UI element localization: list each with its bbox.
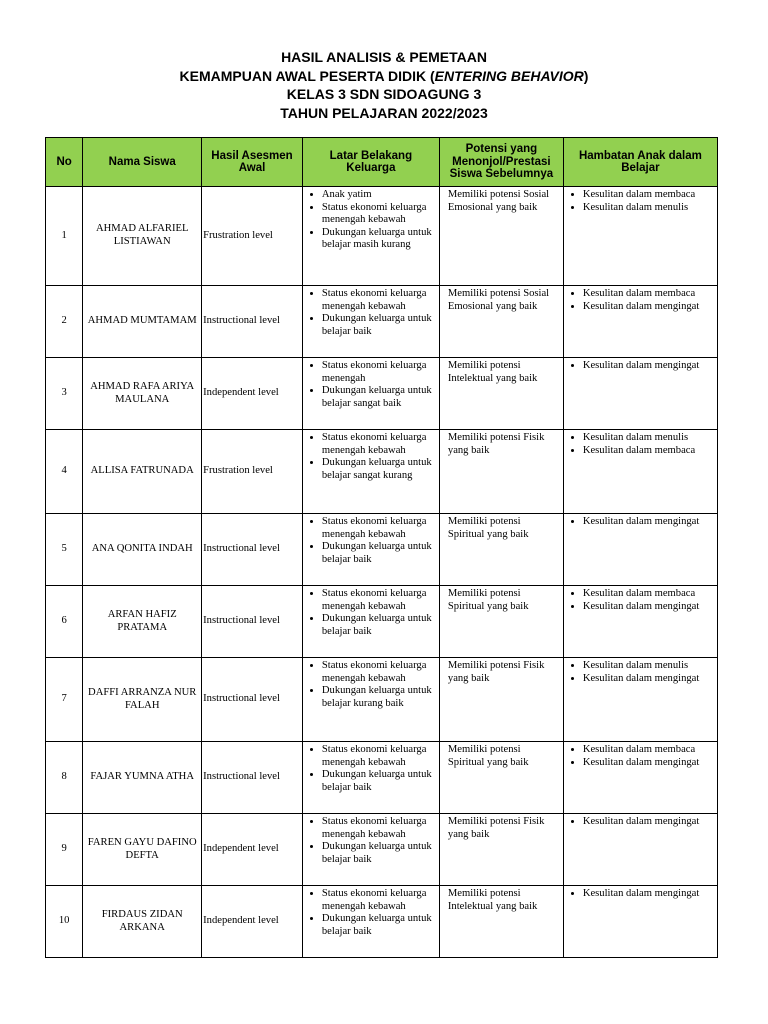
assessment-result: Instructional level [202,742,303,814]
row-number: 8 [46,742,83,814]
assessment-result: Independent level [202,886,303,958]
family-background-list [305,516,437,566]
row-number: 9 [46,814,83,886]
family-background-item: • Status ekonomi keluarga menengah kebawah [322,660,437,685]
student-name: AHMAD RAFA ARIYA MAULANA [83,358,202,430]
learning-obstacle-item: • Kesulitan dalam menulis [583,202,715,215]
header-potensi: Potensi yang Menonjol/Prestasi Siswa Sebelumnya [439,138,563,187]
family-background-item: • Dukungan keluarga untuk belajar sangat kurang [322,457,437,482]
table-header-row [46,138,718,187]
learning-obstacles [563,742,717,814]
table-row [46,658,718,742]
learning-obstacles [563,430,717,514]
student-name: ANA QONITA INDAH [83,514,202,586]
family-background-item: • Status ekonomi keluarga menengah kebawah [322,888,437,913]
assessment-result: Independent level [202,358,303,430]
family-background [302,430,439,514]
header-no: No [46,138,83,187]
family-background-item: • Anak yatim [322,189,437,202]
table-row [46,430,718,514]
family-background-item: • Dukungan keluarga untuk belajar kurang baik [322,685,437,710]
learning-obstacles-list [566,588,715,613]
table-row [46,358,718,430]
learning-obstacle-item: • Kesulitan dalam mengingat [583,888,715,901]
learning-obstacles-list [566,660,715,685]
learning-obstacles-list [566,360,715,373]
student-name: FIRDAUS ZIDAN ARKANA [83,886,202,958]
table-row [46,586,718,658]
family-background-item: • Status ekonomi keluarga menengah kebawah [322,816,437,841]
learning-obstacle-item: • Kesulitan dalam membaca [583,445,715,458]
family-background-item: • Status ekonomi keluarga menengah kebawah [322,516,437,541]
family-background-list [305,816,437,866]
family-background-item: • Dukungan keluarga untuk belajar baik [322,313,437,338]
learning-obstacles-list [566,288,715,313]
learning-obstacle-item: • Kesulitan dalam mengingat [583,516,715,529]
learning-obstacles [563,187,717,286]
assessment-result: Frustration level [202,187,303,286]
family-background [302,658,439,742]
student-potential: Memiliki potensi Spiritual yang baik [439,514,563,586]
family-background-item: • Dukungan keluarga untuk belajar masih kurang [322,227,437,252]
row-number: 4 [46,430,83,514]
student-name: ARFAN HAFIZ PRATAMA [83,586,202,658]
learning-obstacle-item: • Kesulitan dalam membaca [583,744,715,757]
student-potential: Memiliki potensi Fisik yang baik [439,430,563,514]
family-background-list [305,360,437,410]
learning-obstacles [563,286,717,358]
student-name: ALLISA FATRUNADA [83,430,202,514]
learning-obstacle-item: • Kesulitan dalam mengingat [583,360,715,373]
family-background-list [305,189,437,252]
learning-obstacle-item: • Kesulitan dalam menulis [583,432,715,445]
family-background [302,358,439,430]
row-number: 2 [46,286,83,358]
learning-obstacle-item: • Kesulitan dalam membaca [583,288,715,301]
assessment-result: Instructional level [202,514,303,586]
family-background [302,886,439,958]
family-background-item: • Status ekonomi keluarga menengah kebawah [322,288,437,313]
learning-obstacle-item: • Kesulitan dalam mengingat [583,673,715,686]
learning-obstacle-item: • Kesulitan dalam mengingat [583,757,715,770]
family-background [302,187,439,286]
table-body [46,187,718,958]
title-line-1: HASIL ANALISIS & PEMETAAN [281,49,487,65]
family-background-list [305,744,437,794]
title-line-2 [0,67,768,86]
assessment-result: Instructional level [202,286,303,358]
header-hambatan: Hambatan Anak dalam Belajar [563,138,717,187]
family-background [302,814,439,886]
family-background-list [305,588,437,638]
table-row [46,742,718,814]
family-background-item: • Dukungan keluarga untuk belajar baik [322,769,437,794]
learning-obstacle-item: • Kesulitan dalam mengingat [583,601,715,614]
learning-obstacle-item: • Kesulitan dalam membaca [583,588,715,601]
row-number: 6 [46,586,83,658]
family-background [302,586,439,658]
family-background-item: • Status ekonomi keluarga menengah kebawah [322,432,437,457]
table-row [46,514,718,586]
learning-obstacle-item: • Kesulitan dalam membaca [583,189,715,202]
row-number: 5 [46,514,83,586]
title-line-2-pre: KEMAMPUAN AWAL PESERTA DIDIK ( [179,67,435,84]
student-name: FAJAR YUMNA ATHA [83,742,202,814]
learning-obstacles-list [566,189,715,214]
row-number: 7 [46,658,83,742]
family-background-list [305,288,437,338]
assessment-result: Independent level [202,814,303,886]
title-line-4: TAHUN PELAJARAN 2022/2023 [280,104,488,121]
family-background-list [305,432,437,482]
family-background-item: • Dukungan keluarga untuk belajar baik [322,541,437,566]
learning-obstacle-item: • Kesulitan dalam mengingat [583,301,715,314]
learning-obstacles [563,586,717,658]
student-potential: Memiliki potensi Sosial Emosional yang baik [439,286,563,358]
student-potential: Memiliki potensi Fisik yang baik [439,658,563,742]
learning-obstacles-list [566,816,715,829]
learning-obstacles-list [566,888,715,901]
header-hasil-asesmen: Hasil Asesmen Awal [202,138,303,187]
family-background-item: • Status ekonomi keluarga menengah kebawah [322,202,437,227]
header-latar-belakang: Latar Belakang Keluarga [302,138,439,187]
student-potential: Memiliki potensi Intelektual yang baik [439,886,563,958]
assessment-result: Instructional level [202,586,303,658]
learning-obstacles [563,658,717,742]
family-background [302,514,439,586]
family-background-item: • Dukungan keluarga untuk belajar baik [322,913,437,938]
learning-obstacles [563,514,717,586]
family-background-item: • Dukungan keluarga untuk belajar baik [322,841,437,866]
title-line-3: KELAS 3 SDN SIDOAGUNG 3 [286,86,482,102]
learning-obstacles-list [566,516,715,529]
table-row [46,187,718,286]
family-background-item: • Dukungan keluarga untuk belajar baik [322,613,437,638]
title-line-2-post: ) [583,67,589,84]
learning-obstacle-item: • Kesulitan dalam mengingat [583,816,715,829]
document-title [0,48,768,122]
learning-obstacles-list [566,744,715,769]
student-potential: Memiliki potensi Sosial Emosional yang baik [439,187,563,286]
learning-obstacles [563,886,717,958]
learning-obstacles-list [566,432,715,457]
family-background-item: • Status ekonomi keluarga menengah kebawah [322,588,437,613]
family-background-item: • Status ekonomi keluarga menengah kebawah [322,744,437,769]
assessment-result: Instructional level [202,658,303,742]
learning-obstacle-item: • Kesulitan dalam menulis [583,660,715,673]
learning-obstacles [563,814,717,886]
analysis-table [45,137,718,958]
table-row [46,886,718,958]
row-number: 10 [46,886,83,958]
family-background-list [305,660,437,710]
family-background-list [305,888,437,938]
student-potential: Memiliki potensi Fisik yang baik [439,814,563,886]
family-background-item: • Dukungan keluarga untuk belajar sangat baik [322,385,437,410]
student-potential: Memiliki potensi Intelektual yang baik [439,358,563,430]
family-background-item: • Status ekonomi keluarga menengah [322,360,437,385]
table-row [46,286,718,358]
header-nama-siswa: Nama Siswa [83,138,202,187]
family-background [302,286,439,358]
student-name: FAREN GAYU DAFINO DEFTA [83,814,202,886]
student-potential: Memiliki potensi Spiritual yang baik [439,586,563,658]
student-name: AHMAD MUMTAMAM [83,286,202,358]
title-line-2-emphasis: ENTERING BEHAVIOR [434,67,584,84]
family-background [302,742,439,814]
student-name: DAFFI ARRANZA NUR FALAH [83,658,202,742]
assessment-result: Frustration level [202,430,303,514]
table-row [46,814,718,886]
row-number: 3 [46,358,83,430]
row-number: 1 [46,187,83,286]
learning-obstacles [563,358,717,430]
student-potential: Memiliki potensi Spiritual yang baik [439,742,563,814]
student-name: AHMAD ALFARIEL LISTIAWAN [83,187,202,286]
